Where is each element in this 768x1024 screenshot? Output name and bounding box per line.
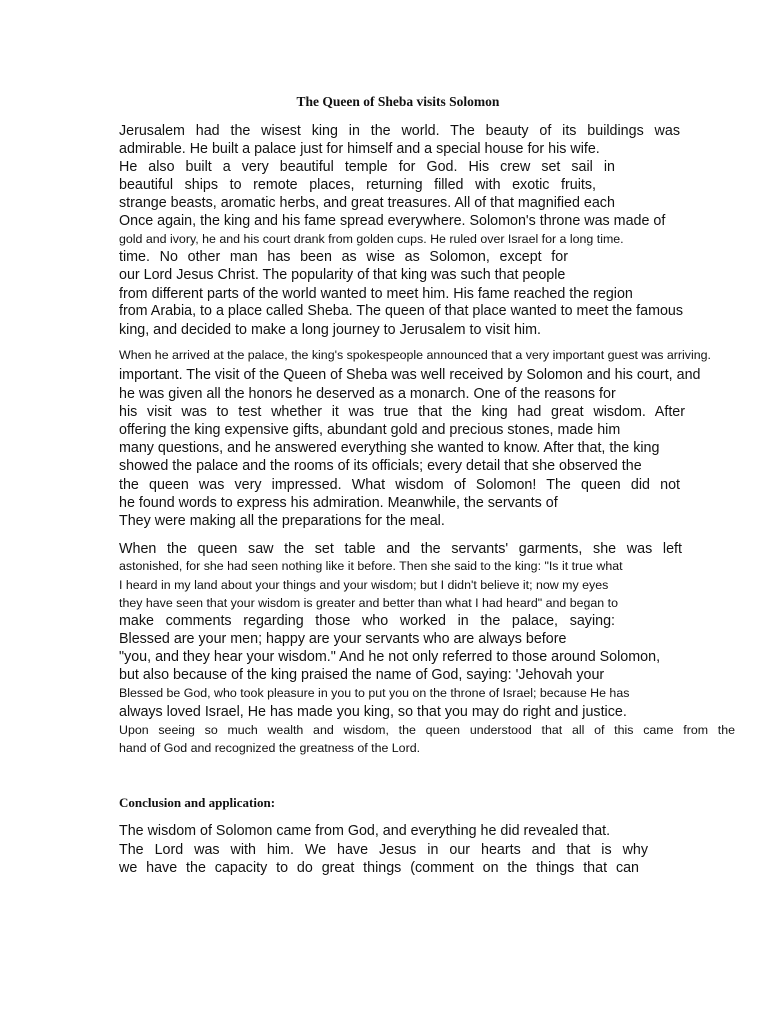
- conclusion-heading: Conclusion and application:: [119, 795, 276, 810]
- text-line: he found words to express his admiration. Meanwhile, the servants of: [119, 495, 558, 511]
- text-line: beautiful ships to remote places, returning filled with exotic fruits,: [119, 177, 596, 193]
- text-line: king, and decided to make a long journey to Jerusalem to visit him.: [119, 322, 541, 338]
- text-line: gold and ivory, he and his court drank from golden cups. He ruled over Israel for a long time.: [119, 232, 624, 246]
- text-line: make comments regarding those who worked in the palace, saying:: [119, 613, 615, 629]
- text-line: Once again, the king and his fame spread everywhere. Solomon's throne was made of: [119, 213, 666, 229]
- text-line: always loved Israel, He has made you king, so that you may do right and justice.: [119, 704, 627, 720]
- text-line: astonished, for she had seen nothing like it before. Then she said to the king: "Is it true what: [119, 559, 623, 573]
- text-line: they have seen that your wisdom is greater and better than what I had heard" and began to: [119, 596, 618, 610]
- text-line: Upon seeing so much wealth and wisdom, the queen understood that all of this came from the: [119, 723, 735, 737]
- text-line: Blessed be God, who took pleasure in you to put you on the throne of Israel; because He has: [119, 686, 630, 700]
- text-line: hand of God and recognized the greatness of the Lord.: [119, 741, 421, 755]
- text-line: The Lord was with him. We have Jesus in our hearts and that is why: [119, 842, 648, 858]
- document-title: The Queen of Sheba visits Solomon: [296, 94, 500, 109]
- text-line: important. The visit of the Queen of Sheba was well received by Solomon and his court, and: [119, 367, 701, 383]
- text-line: Blessed are your men; happy are your servants who are always before: [119, 631, 567, 647]
- text-line: admirable. He built a palace just for himself and a special house for his wife.: [119, 141, 600, 157]
- text-line: When the queen saw the set table and the servants' garments, she was left: [119, 541, 682, 557]
- text-line: He also built a very beautiful temple for God. His crew set sail in: [119, 159, 615, 175]
- text-line: many questions, and he answered everything she wanted to know. After that, the king: [119, 440, 660, 456]
- text-line: but also because of the king praised the name of God, saying: 'Jehovah your: [119, 667, 605, 683]
- text-line: strange beasts, aromatic herbs, and great treasures. All of that magnified each: [119, 195, 615, 211]
- text-line: from different parts of the world wanted to meet him. His fame reached the region: [119, 286, 633, 302]
- text-line: he was given all the honors he deserved as a monarch. One of the reasons for: [119, 386, 616, 402]
- text-line: we have the capacity to do great things (comment on the things that can: [119, 860, 639, 876]
- text-line: offering the king expensive gifts, abundant gold and precious stones, made him: [119, 422, 621, 438]
- text-line: The wisdom of Solomon came from God, and everything he did revealed that.: [119, 823, 611, 839]
- text-line: from Arabia, to a place called Sheba. The queen of that place wanted to meet the famous: [119, 303, 684, 319]
- text-line: They were making all the preparations for the meal.: [119, 513, 445, 529]
- text-line: time. No other man has been as wise as Solomon, except for: [119, 249, 568, 265]
- text-line: When he arrived at the palace, the king's spokespeople announced that a very important guest was arriving.: [119, 348, 711, 362]
- text-line: his visit was to test whether it was true that the king had great wisdom. After: [119, 404, 685, 420]
- text-line: "you, and they hear your wisdom." And he not only referred to those around Solomon,: [119, 649, 661, 665]
- text-line: Jerusalem had the wisest king in the world. The beauty of its buildings was: [119, 123, 680, 139]
- text-line: showed the palace and the rooms of its officials; every detail that she observed the: [119, 458, 642, 474]
- text-line: our Lord Jesus Christ. The popularity of that king was such that people: [119, 267, 566, 283]
- text-line: I heard in my land about your things and your wisdom; but I didn't believe it; now my eyes: [119, 578, 609, 592]
- text-line: the queen was very impressed. What wisdom of Solomon! The queen did not: [119, 477, 680, 493]
